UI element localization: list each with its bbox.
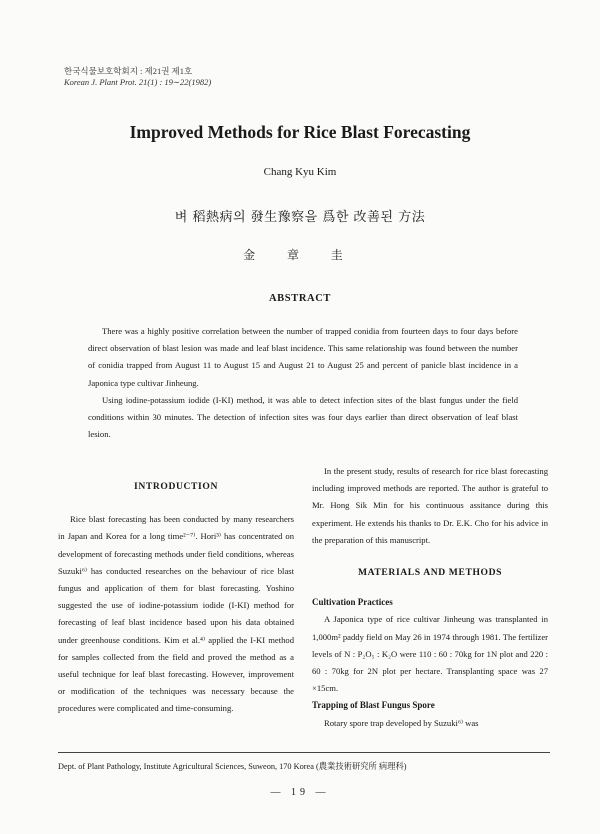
cultivation-paragraph: A Japonica type of rice cultivar Jinheung was transplanted in 1,000m² paddy field on May 26 in 1974 through 1981. The fertilizer levels of N : P₂O₅ : K₂O were 110 : 60 : 70kg for 1N plot and 220 : 60 : 70kg for 2N plot per hectare. Transplanting space was 27 ×15cm.: [312, 614, 548, 694]
affiliation-footnote: Dept. of Plant Pathology, Institute Agricultural Sciences, Suweon, 170 Korea (農業技術研究所 病理科): [58, 762, 407, 771]
right-column: [312, 463, 548, 732]
author-name: Chang Kyu Kim: [263, 166, 337, 178]
page-number: — 19 —: [270, 787, 330, 798]
introduction-paragraph: Rice blast forecasting has been conducted by many researchers in Japan and Korea for a long time²⁻⁷⁾. Hori³⁾ has concentrated on development of forecasting methods under field conditions, whereas Suzuki⁶⁾ has conducted researches on the behaviour of rice blast fungus and application of them for blast forecasting. Yoshino suggested the use of iodine-potassium iodide (I-KI) method for forecasting of leaf blast incidence based upon his data obtained under greenhouse conditions. Kim et al.⁴⁾ applied the I-KI method for samples collected from the field and proved the method as a useful technique for leaf blast forecasting. However, improvement or modification of the techniques was necessary because the procedures were complicated and time-consuming.: [58, 514, 294, 714]
abstract-heading: ABSTRACT: [269, 293, 331, 304]
acknowledgement-paragraph: In the present study, results of research for rice blast forecasting including improved methods are reported. The author is grateful to Mr. Hong Sik Min for his continuous assitance during this experiment. He extends his thanks to Dr. E.K. Cho for his advice in the preparation of this manuscript.: [312, 466, 548, 545]
korean-author-name: 金 章 圭: [243, 248, 357, 262]
journal-header-korean: 한국식물보호학회지 : 제21권 제1호: [64, 66, 193, 76]
trapping-heading: Trapping of Blast Fungus Spore: [312, 700, 435, 711]
journal-header: [64, 66, 211, 88]
cultivation-practices-heading: Cultivation Practices: [312, 597, 393, 608]
materials-methods-heading: MATERIALS AND METHODS: [357, 567, 503, 579]
korean-title: 벼 稻熱病의 發生豫察을 爲한 改善된 方法: [174, 210, 426, 225]
journal-header-citation: Korean J. Plant Prot. 21(1) : 19∼22(1982): [64, 77, 212, 87]
abstract-body: [88, 323, 518, 443]
left-column: [58, 463, 294, 718]
introduction-heading: INTRODUCTION: [134, 481, 218, 492]
abstract-paragraph: Using iodine-potassium iodide (I-KI) method, it was able to detect infection sites of the blast fungus under the field conditions within 30 minutes. The detection of infection sites was four days earlier than direct observation of leaf blast lesion.: [88, 394, 518, 440]
trapping-paragraph: Rotary spore trap developed by Suzuki⁶⁾ was: [324, 717, 479, 728]
abstract-paragraph: There was a highly positive correlation between the number of trapped conidia from fourteen days to four days before direct observation of blast lesion was made and leaf blast incidence. This same relationship was found between the number of conidia trapped from August 11 to August 15 and August 21 to August 25 and percent of panicle blast incidence in a Japonica type cultivar Jinheung.: [88, 326, 518, 388]
paper-title: Improved Methods for Rice Blast Forecasting: [129, 122, 471, 142]
footnote-divider: [58, 752, 550, 753]
